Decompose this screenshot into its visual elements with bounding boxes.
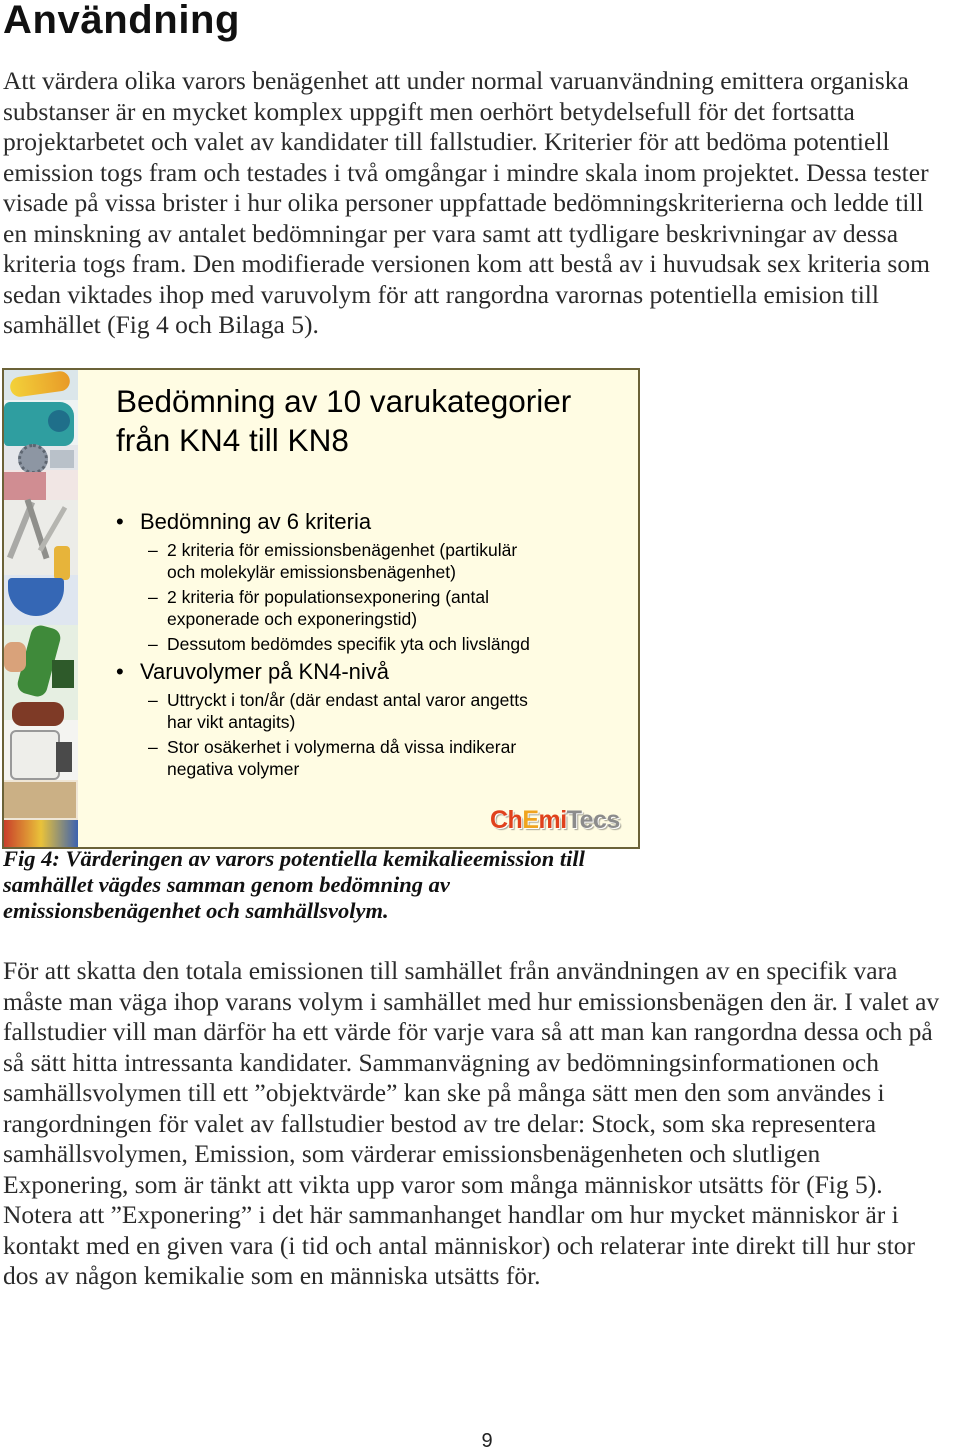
dash-marker: – <box>148 587 158 607</box>
paragraph-2 <box>3 956 958 1292</box>
figure-caption <box>3 846 585 924</box>
paragraph-line: kontakt med en given vara (i tid och antal människor) och relaterar inte direkt till hur stor <box>3 1230 916 1260</box>
caption-line: samhället vägdes samman genom bedömning av <box>3 872 450 897</box>
sub-bullet-line: 2 kriteria för populationsexponering (antal <box>167 587 489 607</box>
logo-part: E <box>522 806 539 834</box>
collage-piece <box>10 730 60 780</box>
sub-bullet-line: Dessutom bedömdes specifik yta och livslängd <box>167 634 530 654</box>
sub-bullet-item <box>116 689 530 733</box>
sub-bullet-item <box>116 633 530 655</box>
sub-bullet-line: och molekylär emissionsbenägenhet) <box>167 562 456 582</box>
paragraph-line: emission togs fram och testades i två omgångar i mindre skala inom projektet. Dessa tester <box>3 157 929 187</box>
paragraph-line: kriteria togs fram. Den modifierade versionen kom att bestå av i huvudsak sex kriteria som <box>3 249 930 278</box>
bullet-list <box>116 508 530 780</box>
sub-bullet-line: exponerade och exponeringstid) <box>167 609 418 629</box>
paragraph-line: Notera att ”Exponering” i det här sammanhanget handlar om hur mycket människor är i <box>3 1200 899 1229</box>
collage-piece <box>8 578 64 616</box>
paragraph-line: en minskning av antalet bedömningar per vara samt att tydligare beskrivningar av dessa <box>3 218 899 248</box>
logo-part: mi <box>538 806 567 834</box>
slide-title-line: från KN4 till KN8 <box>116 422 349 458</box>
bullet-item <box>116 508 530 536</box>
paragraph-line: substanser är en mycket komplex uppgift men oerhört betydelsefull för det fortsatta <box>3 96 855 126</box>
paragraph-line: Exponering, som är tänkt att vikta upp varor som många människor utsätts för (Fig 5). <box>3 1169 883 1199</box>
sub-bullet-line: 2 kriteria för emissionsbenägenhet (partikulär <box>167 540 518 560</box>
sub-bullet-item <box>116 539 530 583</box>
dash-marker: – <box>148 540 158 560</box>
collage-piece <box>4 782 76 818</box>
collage-piece <box>18 444 48 474</box>
dash-marker: – <box>148 737 158 757</box>
dash-marker: – <box>148 634 158 654</box>
dash-marker: – <box>148 690 158 710</box>
collage-piece <box>54 546 70 580</box>
bullet-text: Varuvolymer på KN4-nivå <box>140 659 390 684</box>
bullet-text: Bedömning av 6 kriteria <box>140 509 372 534</box>
paragraph-line: samhällsvolymen, Emission, som värderar emissionsbenägenheten och slutligen <box>3 1139 821 1168</box>
paragraph-line: så sätt hitta intressanta kandidater. Sammanvägning av bedömningsinformationen och <box>3 1047 880 1077</box>
sub-bullet-line: Uttryckt i ton/år (där endast antal varor angetts <box>167 690 528 710</box>
bullet-item <box>116 658 530 686</box>
paragraph-line: För att skatta den totala emissionen till samhället från användningen av en specifik vara <box>3 956 898 985</box>
paragraph-line: samhället (Fig 4 och Bilaga 5). <box>3 310 319 339</box>
paragraph-line: Att värdera olika varors benägenhet att under normal varuanvändning emittera organiska <box>3 66 909 95</box>
collage-piece <box>12 702 64 726</box>
collage-piece <box>9 370 71 398</box>
chemitecs-logo <box>490 805 620 835</box>
bullet-marker: • <box>116 509 124 534</box>
collage-piece <box>56 742 72 772</box>
paragraph-line: visade på vissa brister i hur olika personer uppfattade bedömningskriterierna och ledde till <box>3 188 924 217</box>
sub-bullet-line: negativa volymer <box>167 759 300 779</box>
collage-piece <box>25 499 50 560</box>
sub-bullet-item <box>116 586 530 630</box>
collage-piece <box>52 660 74 688</box>
paragraph-line: samhällsvolymen till ett ”objektvärde” kan ske på många sätt men den som användes i <box>3 1078 885 1107</box>
slide-title-line: Bedömning av 10 varukategorier <box>116 383 572 419</box>
collage-piece <box>50 450 74 468</box>
paragraph-line: rangordningen för valet av fallstudier bestod av tre delar: Stock, som ska representera <box>3 1108 877 1138</box>
collage-piece <box>4 472 46 500</box>
slide-title <box>116 382 571 460</box>
section-heading: Användning <box>3 0 241 42</box>
product-collage-image <box>4 370 78 847</box>
paragraph-line: projektarbetet och valet av kandidater till fallstudier. Kriterier för att bedöma potentiell <box>3 127 890 156</box>
paragraph-1 <box>3 66 958 341</box>
page-number: 9 <box>481 1430 493 1452</box>
paragraph-line: måste man väga ihop varans volym i samhället med hur emissionsbenägen den är. I valet av <box>3 986 940 1016</box>
collage-piece <box>4 642 26 672</box>
paragraph-line: dos av någon kemikalie som en människa utsätts för. <box>3 1261 541 1290</box>
sub-bullet-item <box>116 736 530 780</box>
collage-piece <box>48 410 70 432</box>
paragraph-line: sedan viktades ihop med varuvolym för att rangordna varornas potentiella emision till <box>3 279 879 309</box>
collage-piece <box>4 820 78 847</box>
caption-line: Fig 4: Värderingen av varors potentiella kemikalieemission till <box>3 846 585 871</box>
sub-bullet-line: Stor osäkerhet i volymerna då vissa indikerar <box>167 737 517 757</box>
sub-bullet-line: har vikt antagits) <box>167 712 296 732</box>
logo-part: Ch <box>490 806 523 834</box>
caption-line: emissionsbenägenhet och samhällsvolym. <box>3 898 389 923</box>
logo-part: Tecs <box>566 806 620 834</box>
paragraph-line: fallstudier vill man därför ha ett värde för varje vara så att man kan rangordna dessa och på <box>3 1017 933 1046</box>
figure-4-slide <box>2 368 640 849</box>
bullet-marker: • <box>116 659 124 684</box>
